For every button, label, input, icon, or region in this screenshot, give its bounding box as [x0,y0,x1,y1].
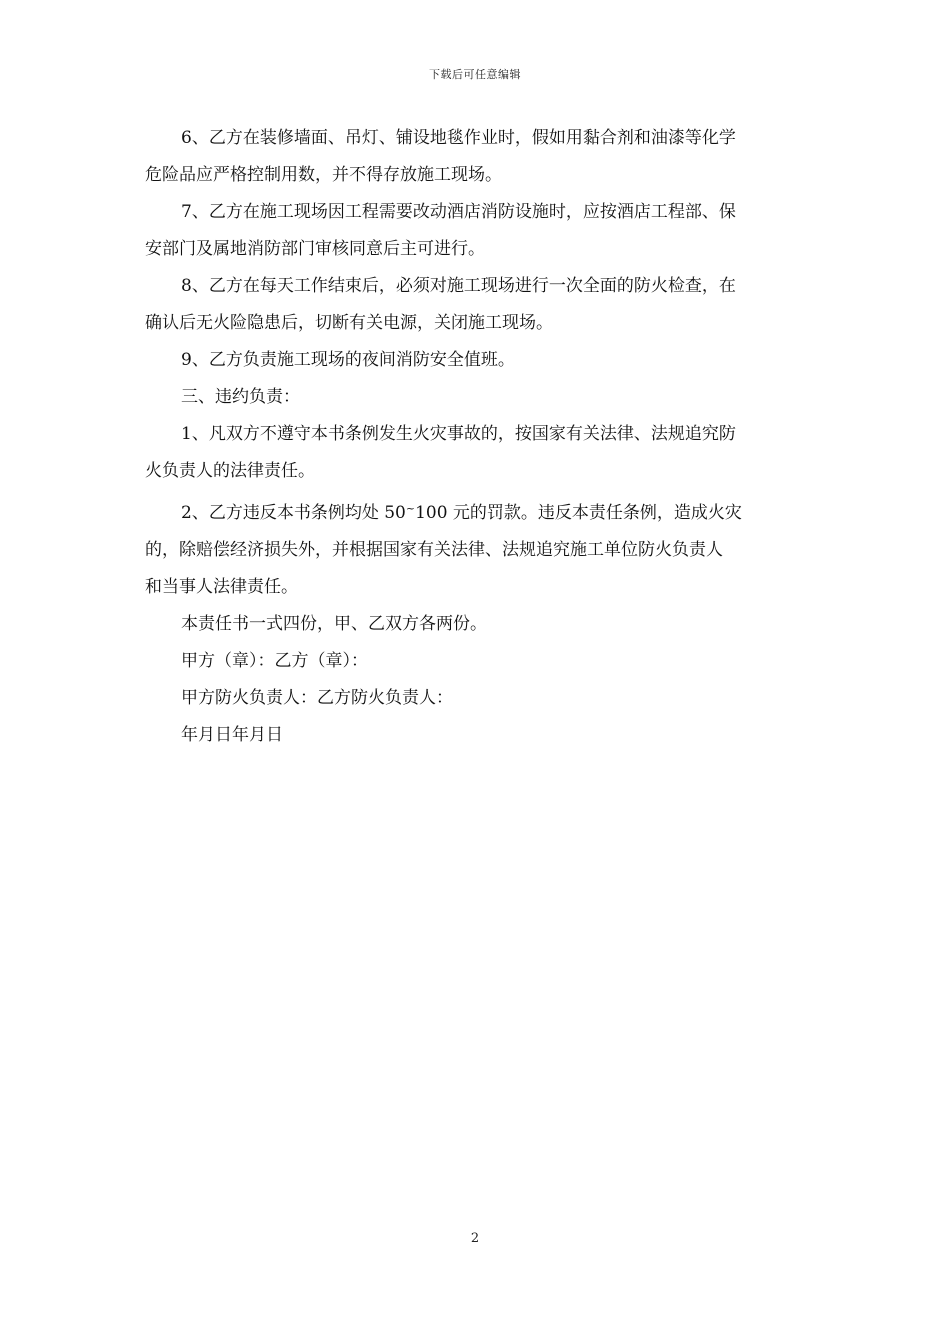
paragraph-item-7 [145,194,807,268]
paragraph-line: 甲方（章）：乙方（章）： [181,651,368,671]
paragraph-line: 确认后无火险隐患后，切断有关电源，关闭施工现场。 [145,313,553,333]
paragraph-line: 本责任书一式四份，甲、乙双方各两份。 [181,614,487,634]
paragraph-line: 6、乙方在装修墙面、吊灯、铺设地毯作业时，假如用黏合剂和油漆等化学 [181,128,736,148]
section-heading-liability [145,379,807,416]
date-line [145,717,807,754]
copies-statement [145,606,807,643]
paragraph-item-6 [145,120,807,194]
paragraph-line: 1、凡双方不遵守本书条例发生火灾事故的，按国家有关法律、法规追究防 [181,424,736,444]
paragraph-line: 的，除赔偿经济损失外，并根据国家有关法律、法规追究施工单位防火负责人 [145,540,723,560]
penalty-text-start: 2、乙方违反本书条例均处 50 [181,503,406,523]
paragraph-line: 年月日年月日 [181,725,283,745]
page-number: 2 [470,1231,480,1246]
range-tilde: ~ [405,502,416,515]
paragraph-line: 安部门及属地消防部门审核同意后主可进行。 [145,239,485,259]
paragraph-line: 7、乙方在施工现场因工程需要改动酒店消防设施时，应按酒店工程部、保 [181,202,736,222]
seal-line [145,643,807,680]
page-header: 下载后可任意编辑 [429,68,521,81]
liability-item-1 [145,416,807,490]
paragraph-line: 和当事人法律责任。 [145,577,298,597]
paragraph-line [145,490,807,532]
paragraph-line: 危险品应严格控制用数，并不得存放施工现场。 [145,165,502,185]
paragraph-item-8 [145,268,807,342]
paragraph-line: 9、乙方负责施工现场的夜间消防安全值班。 [181,350,515,370]
penalty-text-end: 100 元的罚款。违反本责任条例，造成火灾 [415,503,742,523]
fire-officer-line [145,680,807,717]
paragraph-line: 8、乙方在每天工作结束后，必须对施工现场进行一次全面的防火检查，在 [181,276,736,296]
paragraph-line: 火负责人的法律责任。 [145,461,315,481]
paragraph-item-9 [145,342,807,379]
document-body [145,120,807,754]
liability-item-2 [145,490,807,606]
paragraph-line: 甲方防火负责人：乙方防火负责人： [181,688,453,708]
section-heading-text: 三、违约负责： [181,387,300,407]
